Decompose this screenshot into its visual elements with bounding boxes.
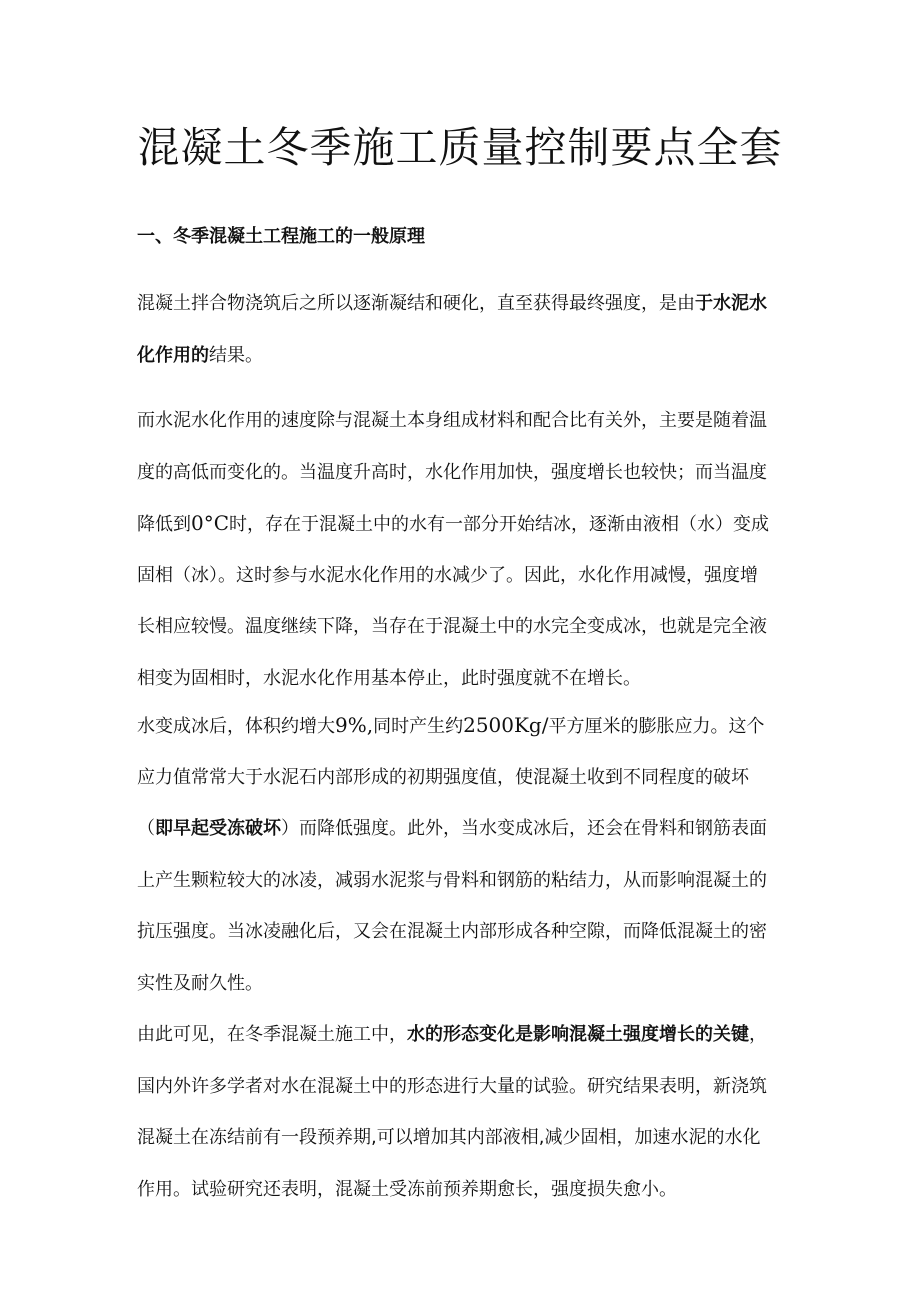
paragraph-line: 由此可见，在冬季混凝土施工中，水的形态变化是影响混凝土强度增长的关键， bbox=[137, 1024, 767, 1045]
paragraph-line: 上产生颗粒较大的冰凌，减弱水泥浆与骨料和钢筋的粘结力，从而影响混凝土的 bbox=[137, 869, 767, 891]
paragraph-line: 实性及耐久性。 bbox=[137, 972, 263, 994]
paragraph-line: 混凝土在冻结前有一段预养期,可以增加其内部液相,减少固相，加速水泥的水化 bbox=[137, 1127, 761, 1148]
stress-value: 2500Kg/ bbox=[463, 713, 549, 737]
paragraph-line: 度的高低而变化的。当温度升高时，水化作用加快，强度增长也较快；而当温度 bbox=[137, 461, 767, 483]
bold-text: 水的形态变化是影响混凝土强度增长的关键 bbox=[407, 1024, 749, 1045]
paragraph-line: 国内外许多学者对水在混凝土中的形态进行大量的试验。研究结果表明，新浇筑 bbox=[137, 1075, 767, 1097]
paragraph-line: （即早起受冻破坏）而降低强度。此外，当水变成冰后，还会在骨料和钢筋表面 bbox=[137, 818, 767, 839]
section-heading: 一、冬季混凝土工程施工的一般原理 bbox=[137, 226, 425, 247]
paragraph-line: 降低到0°C时，存在于混凝土中的水有一部分开始结冰，逐渐由液相（水）变成 bbox=[137, 511, 770, 535]
paragraph-line: 作用。试验研究还表明，混凝土受冻前预养期愈长，强度损失愈小。 bbox=[137, 1178, 677, 1200]
paragraph-line: 长相应较慢。温度继续下降，当存在于混凝土中的水完全变成冰，也就是完全液 bbox=[137, 616, 767, 637]
paragraph-line: 抗压强度。当冰凌融化后，又会在混凝土内部形成各种空隙，而降低混凝土的密 bbox=[137, 921, 767, 942]
paragraph-1 bbox=[137, 278, 787, 381]
paragraph-line: 固相（冰）。这时参与水泥水化作用的水减少了。因此，水化作用减慢，强度增 bbox=[137, 564, 758, 586]
paragraph-line: 应力值常常大于水泥石内部形成的初期强度值，使混凝土收到不同程度的破坏 bbox=[137, 766, 749, 788]
paragraph-line: 水变成冰后，体积约增大9%,同时产生约2500Kg/平方厘米的膨胀应力。这个 bbox=[137, 713, 765, 737]
volume-increase-value: 9%, bbox=[335, 713, 374, 737]
temperature-value: 0°C bbox=[191, 511, 230, 535]
bold-text: 于水泥水 bbox=[695, 293, 767, 314]
paragraph-2 bbox=[137, 395, 787, 704]
paragraph-line: 而水泥水化作用的速度除与混凝土本身组成材料和配合比有关外，主要是随着温 bbox=[137, 410, 767, 431]
paragraph-3 bbox=[137, 700, 787, 1009]
paragraph-line: 混凝土拌合物浇筑后之所以逐渐凝结和硬化，直至获得最终强度，是由于水泥水 bbox=[137, 293, 767, 314]
paragraph-line: 相变为固相时，水泥水化作用基本停止，此时强度就不在增长。 bbox=[137, 667, 641, 689]
paragraph-line: 化作用的结果。 bbox=[137, 344, 263, 366]
paragraph-4 bbox=[137, 1009, 787, 1215]
document-title: 混凝土冬季施工质量控制要点全套 bbox=[137, 123, 783, 172]
bold-text: 化作用的 bbox=[137, 344, 209, 366]
bold-text: 即早起受冻破坏 bbox=[155, 818, 281, 839]
